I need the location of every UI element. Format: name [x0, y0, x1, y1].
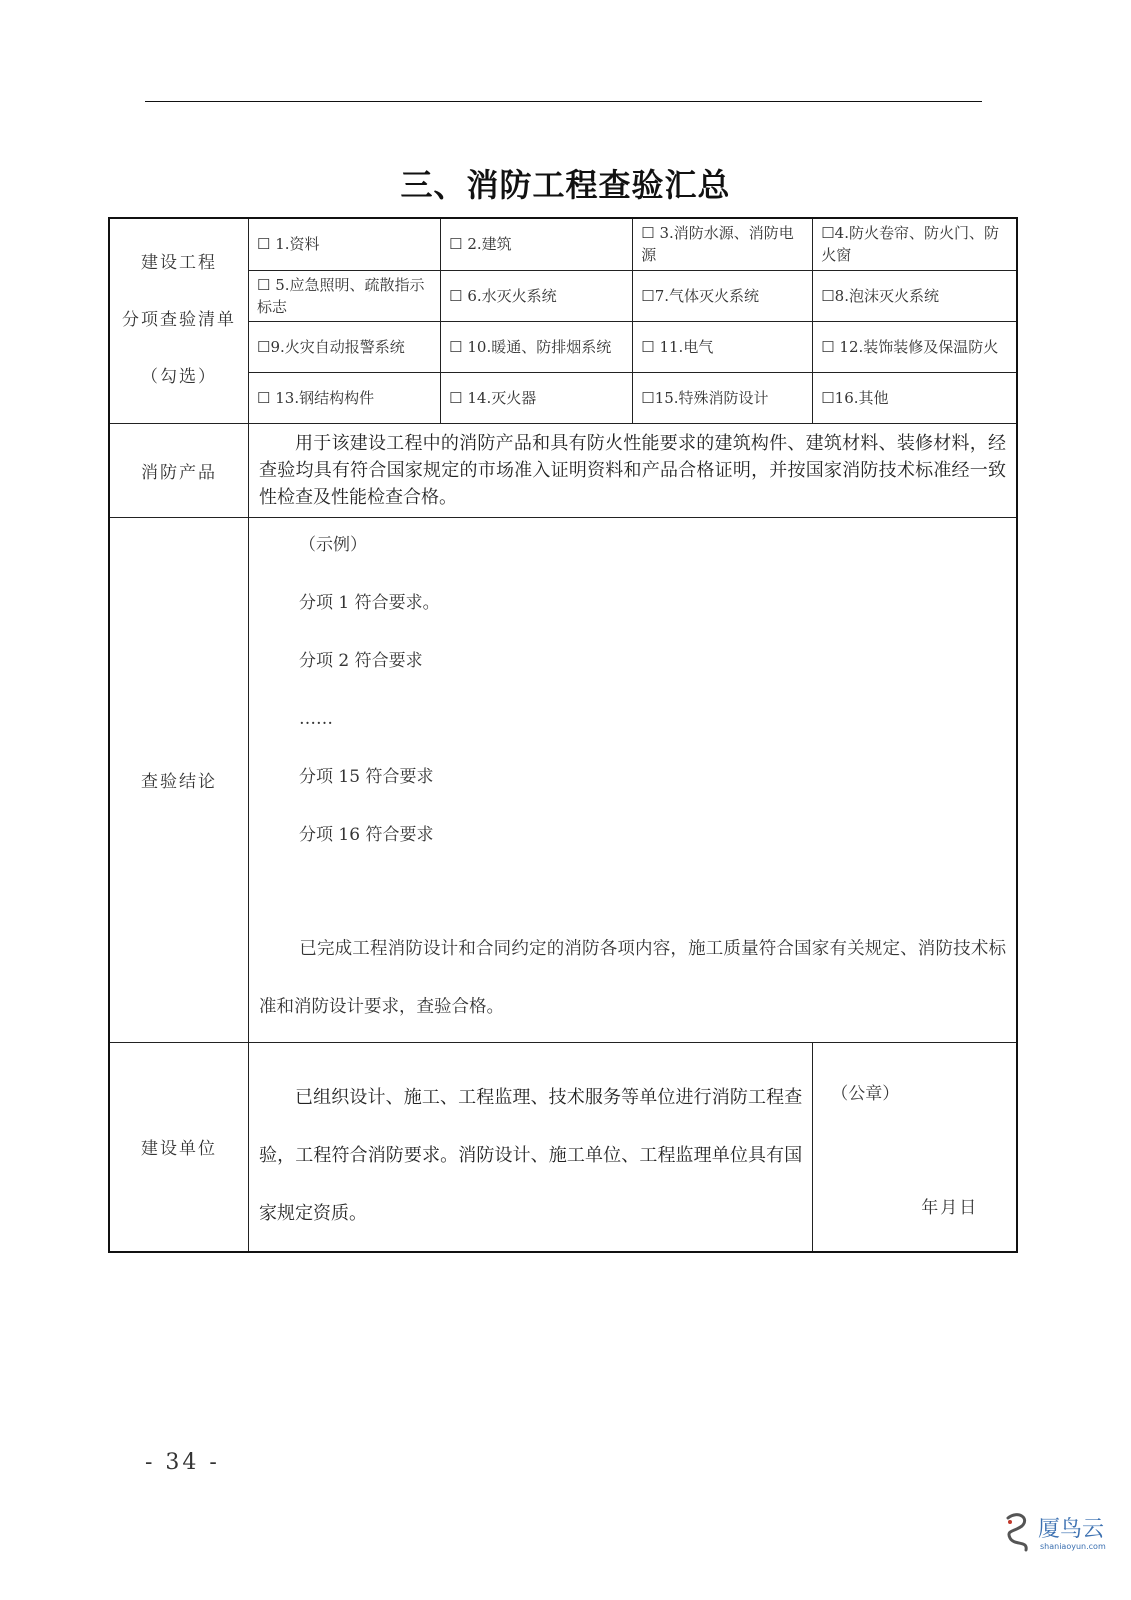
unit-text: 已组织设计、施工、工程监理、技术服务等单位进行消防工程查验，工程符合消防要求。消防设计、施工单位、工程监理单位具有国家规定资质。 — [249, 1042, 813, 1252]
checklist-item[interactable]: ☐ 14.灭火器 — [441, 372, 633, 423]
watermark-text: 厦鸟云 — [1038, 1517, 1105, 1542]
checklist-label-line1: 建设工程 — [141, 253, 218, 274]
checklist-label — [109, 218, 249, 423]
checklist-item[interactable]: ☐ 2.建筑 — [441, 218, 633, 270]
checklist-item[interactable]: ☐15.特殊消防设计 — [633, 372, 813, 423]
checklist-item[interactable]: ☐ 5.应急照明、疏散指示标志 — [249, 270, 441, 321]
checklist-item[interactable]: ☐9.火灾自动报警系统 — [249, 321, 441, 372]
checklist-item[interactable]: ☐ 12.装饰装修及保温防火 — [813, 321, 1017, 372]
conclusion-line: （示例） — [299, 534, 368, 555]
checklist-item[interactable]: ☐7.气体灭火系统 — [633, 270, 813, 321]
page-title: 三、消防工程查验汇总 — [400, 166, 731, 204]
seal-cell — [813, 1042, 1017, 1252]
checklist-item[interactable]: ☐ 6.水灭火系统 — [441, 270, 633, 321]
checklist-item[interactable]: ☐ 10.暖通、防排烟系统 — [441, 321, 633, 372]
checklist-label-line3: （勾选） — [141, 367, 218, 388]
conclusion-line: 分项 2 符合要求 — [299, 650, 423, 671]
product-label: 消防产品 — [109, 423, 249, 517]
checklist-label-line2: 分项查验清单 — [122, 310, 237, 331]
bird-logo-icon — [1000, 1510, 1036, 1556]
checklist-item[interactable]: ☐ 1.资料 — [249, 218, 441, 270]
inspection-summary-table — [108, 217, 1018, 1253]
conclusion-line: 分项 16 符合要求 — [299, 824, 434, 845]
conclusion-final: 已完成工程消防设计和合同约定的消防各项内容，施工质量符合国家有关规定、消防技术标准和消防设计要求，查验合格。 — [259, 938, 1006, 1017]
conclusion-cell — [249, 517, 1017, 1042]
conclusion-line: 分项 15 符合要求 — [299, 766, 434, 787]
seal-label: （公章） — [831, 1083, 900, 1104]
conclusion-line: …… — [299, 708, 334, 729]
checklist-item[interactable]: ☐ 11.电气 — [633, 321, 813, 372]
checklist-item[interactable]: ☐ 13.钢结构构件 — [249, 372, 441, 423]
checklist-item[interactable]: ☐16.其他 — [813, 372, 1017, 423]
header-rule — [145, 101, 982, 102]
checklist-item[interactable]: ☐4.防火卷帘、防火门、防火窗 — [813, 218, 1017, 270]
checklist-item[interactable]: ☐8.泡沫灭火系统 — [813, 270, 1017, 321]
page-number: - 34 - — [145, 1450, 220, 1475]
watermark-url: shaniaoyun.com — [1040, 1542, 1106, 1551]
conclusion-label: 查验结论 — [109, 517, 249, 1042]
seal-date: 年月日 — [921, 1197, 979, 1218]
watermark — [1000, 1510, 1110, 1560]
unit-label: 建设单位 — [109, 1042, 249, 1252]
conclusion-line: 分项 1 符合要求。 — [299, 592, 440, 613]
product-text: 用于该建设工程中的消防产品和具有防火性能要求的建筑构件、建筑材料、装修材料，经查验均具有符合国家规定的市场准入证明资料和产品合格证明，并按国家消防技术标准经一致性检查及性能检查合格。 — [249, 423, 1017, 517]
checklist-item[interactable]: ☐ 3.消防水源、消防电源 — [633, 218, 813, 270]
